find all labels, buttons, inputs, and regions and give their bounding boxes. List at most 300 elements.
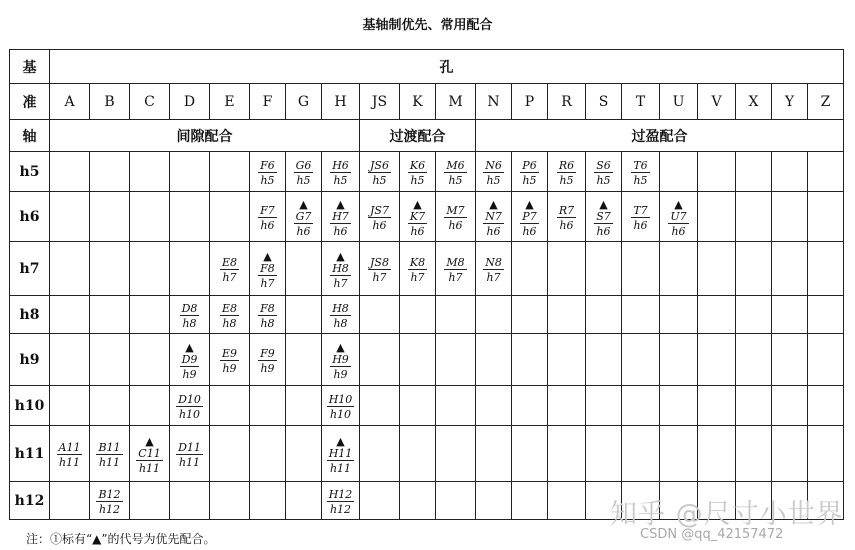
column-letter-b: B <box>90 84 130 120</box>
shaft-tolerance: h5 <box>372 174 387 187</box>
fit-fraction <box>444 257 466 283</box>
fit-cell <box>698 192 736 242</box>
hole-tolerance: F6 <box>260 159 275 172</box>
fit-cell <box>586 386 622 426</box>
fit-cell <box>130 334 170 386</box>
fit-cell <box>698 296 736 334</box>
watermark: 知乎 @尺寸小世界 <box>610 499 844 530</box>
fit-fraction <box>330 303 351 329</box>
fit-fraction <box>408 160 427 186</box>
fit-cell <box>512 192 548 242</box>
shaft-tolerance: h5 <box>410 174 425 187</box>
fit-fraction <box>594 160 613 186</box>
fit-cell <box>736 296 772 334</box>
fit-cell <box>286 386 322 426</box>
column-letter-v: V <box>698 84 736 120</box>
fit-cell <box>250 482 286 520</box>
fit-cell <box>50 334 90 386</box>
shaft-tolerance: h6 <box>671 225 686 238</box>
fit-group-label: 间隙配合 <box>50 120 360 152</box>
column-letter-p: P <box>512 84 548 120</box>
hole-tolerance: E8 <box>221 256 238 269</box>
fit-cell <box>400 426 436 482</box>
fit-fraction <box>57 442 83 468</box>
fit-cell <box>476 386 512 426</box>
shaft-tolerance: h6 <box>559 219 574 232</box>
fit-fraction <box>96 489 122 515</box>
priority-triangle-icon: ▲ <box>336 341 345 354</box>
shaft-tolerance: h6 <box>522 225 537 238</box>
fit-cell <box>322 482 360 520</box>
hole-tolerance: D8 <box>181 302 198 315</box>
corner-label-1: 基 <box>10 50 50 84</box>
fit-cell <box>50 426 90 482</box>
fit-cell <box>512 482 548 520</box>
shaft-label: h7 <box>10 242 50 296</box>
fit-cell <box>90 482 130 520</box>
fit-cell <box>90 242 130 296</box>
shaft-tolerance: h6 <box>372 219 387 232</box>
hole-tolerance: G6 <box>295 159 312 172</box>
priority-triangle-icon: ▲ <box>489 198 498 211</box>
fit-cell <box>476 426 512 482</box>
fit-fraction <box>483 160 504 186</box>
fit-cell <box>322 296 360 334</box>
fit-cell <box>808 426 844 482</box>
fit-cell <box>512 426 548 482</box>
fit-fraction <box>631 160 649 186</box>
shaft-tolerance: h7 <box>333 277 348 290</box>
priority-triangle-icon: ▲ <box>413 198 422 211</box>
hole-tolerance: E9 <box>221 347 238 360</box>
fit-cell <box>622 334 660 386</box>
fit-cell <box>210 296 250 334</box>
fit-cell <box>736 426 772 482</box>
fit-cell <box>772 296 808 334</box>
fit-cell <box>660 386 698 426</box>
priority-triangle-icon: ▲ <box>336 435 345 448</box>
fit-cell <box>90 192 130 242</box>
fit-cell <box>50 242 90 296</box>
fit-fraction <box>258 205 277 231</box>
fit-fraction <box>557 205 576 231</box>
fit-cell <box>772 192 808 242</box>
fit-cell <box>210 482 250 520</box>
fit-cell <box>250 242 286 296</box>
shaft-tolerance: h6 <box>260 219 275 232</box>
shaft-tolerance: h10 <box>329 408 352 421</box>
fit-fraction <box>294 199 314 237</box>
shaft-tolerance: h5 <box>522 174 537 187</box>
fit-cell <box>286 334 322 386</box>
fit-fraction <box>136 436 162 474</box>
fit-cell <box>400 192 436 242</box>
fit-cell <box>360 334 400 386</box>
fit-cell <box>250 296 286 334</box>
fit-cell <box>808 192 844 242</box>
hole-tolerance: F7 <box>260 204 275 217</box>
table-row <box>10 152 844 192</box>
shaft-tolerance: h11 <box>329 462 352 475</box>
fit-cell <box>436 426 476 482</box>
shaft-label: h5 <box>10 152 50 192</box>
fit-cell <box>210 242 250 296</box>
shaft-tolerance: h8 <box>260 317 275 330</box>
fit-cell <box>400 482 436 520</box>
fit-cell <box>210 192 250 242</box>
hole-tolerance: D11 <box>178 441 201 454</box>
shaft-label: h6 <box>10 192 50 242</box>
fit-cell <box>90 386 130 426</box>
page-title: 基轴制优先、常用配合 <box>362 18 493 33</box>
table-row <box>10 334 844 386</box>
fit-cell <box>322 334 360 386</box>
hole-tolerance: N6 <box>485 159 502 172</box>
fit-fraction <box>258 348 277 374</box>
shaft-tolerance: h6 <box>596 225 611 238</box>
fit-cell <box>322 242 360 296</box>
fit-cell <box>170 386 210 426</box>
fit-cell <box>286 296 322 334</box>
shaft-tolerance: h11 <box>178 456 201 469</box>
fit-cell <box>50 192 90 242</box>
fit-cell <box>360 192 400 242</box>
column-letter-g: G <box>286 84 322 120</box>
fit-cell <box>322 192 360 242</box>
column-letter-h: H <box>322 84 360 120</box>
hole-tolerance: H8 <box>332 262 349 275</box>
fit-cell <box>548 242 586 296</box>
shaft-tolerance: h7 <box>372 271 387 284</box>
fit-cell <box>476 482 512 520</box>
shaft-tolerance: h5 <box>448 174 463 187</box>
fit-fraction <box>180 342 200 380</box>
shaft-tolerance: h11 <box>58 456 81 469</box>
fit-cell <box>286 242 322 296</box>
fit-cell <box>736 334 772 386</box>
shaft-tolerance: h11 <box>98 456 121 469</box>
fit-cell <box>130 192 170 242</box>
fit-fraction <box>520 199 538 237</box>
hole-tolerance: T7 <box>633 204 648 217</box>
fit-cell <box>50 296 90 334</box>
column-letter-r: R <box>548 84 586 120</box>
priority-triangle-icon: ▲ <box>674 198 683 211</box>
fit-cell <box>130 296 170 334</box>
fit-cell <box>772 242 808 296</box>
fit-cell <box>50 482 90 520</box>
column-letter-c: C <box>130 84 170 120</box>
fit-cell <box>90 296 130 334</box>
hole-tolerance: H10 <box>328 393 353 406</box>
hole-tolerance: N7 <box>485 210 502 223</box>
fit-cell <box>622 386 660 426</box>
fit-cell <box>50 152 90 192</box>
hole-header: 孔 <box>50 50 844 84</box>
fit-cell <box>436 482 476 520</box>
column-letter-a: A <box>50 84 90 120</box>
shaft-tolerance: h5 <box>260 174 275 187</box>
fit-cell <box>436 296 476 334</box>
hole-tolerance: F9 <box>260 347 275 360</box>
fit-cell <box>808 334 844 386</box>
hole-tolerance: R7 <box>558 204 575 217</box>
fit-cell <box>170 242 210 296</box>
fit-cell <box>586 192 622 242</box>
column-letter-m: M <box>436 84 476 120</box>
hole-tolerance: R6 <box>558 159 575 172</box>
fit-cell <box>360 386 400 426</box>
fit-cell <box>476 334 512 386</box>
column-letter-k: K <box>400 84 436 120</box>
priority-triangle-icon: ▲ <box>599 198 608 211</box>
hole-tolerance: G7 <box>295 210 312 223</box>
priority-triangle-icon: ▲ <box>263 250 272 263</box>
shaft-tolerance: h6 <box>333 225 348 238</box>
shaft-label: h9 <box>10 334 50 386</box>
fit-cell <box>50 386 90 426</box>
fit-cell <box>170 426 210 482</box>
shaft-tolerance: h6 <box>296 225 311 238</box>
fit-cell <box>808 152 844 192</box>
column-letter-u: U <box>660 84 698 120</box>
table-row <box>10 242 844 296</box>
fit-fraction <box>327 436 355 474</box>
shaft-label: h10 <box>10 386 50 426</box>
fit-fraction <box>220 303 239 329</box>
shaft-tolerance: h9 <box>333 368 348 381</box>
shaft-tolerance: h12 <box>329 503 352 516</box>
hole-tolerance: S6 <box>596 159 611 172</box>
fit-fraction <box>368 205 391 231</box>
fit-cell <box>808 386 844 426</box>
fit-cell <box>436 192 476 242</box>
fit-fraction <box>330 160 351 186</box>
fit-fraction <box>594 199 613 237</box>
hole-tolerance: H11 <box>328 447 353 460</box>
fit-cell <box>698 426 736 482</box>
fit-fraction <box>668 199 688 237</box>
fit-cell <box>322 426 360 482</box>
fit-cell <box>476 152 512 192</box>
hole-tolerance: T6 <box>633 159 648 172</box>
fit-cell <box>130 242 170 296</box>
fit-fraction <box>180 303 200 329</box>
fit-cell <box>622 192 660 242</box>
fit-cell <box>250 386 286 426</box>
hole-tolerance: D10 <box>178 393 201 406</box>
fit-cell <box>622 426 660 482</box>
hole-tolerance: B12 <box>98 488 121 501</box>
fit-cell <box>622 152 660 192</box>
fit-cell <box>660 242 698 296</box>
hole-tolerance: JS8 <box>370 256 389 269</box>
shaft-label: h12 <box>10 482 50 520</box>
corner-label-2: 准 <box>10 84 50 120</box>
column-letter-d: D <box>170 84 210 120</box>
fit-cell <box>772 386 808 426</box>
fit-cell <box>736 152 772 192</box>
column-letter-y: Y <box>772 84 808 120</box>
shaft-tolerance: h9 <box>222 362 237 375</box>
fit-cell <box>548 152 586 192</box>
shaft-tolerance: h5 <box>596 174 611 187</box>
priority-triangle-icon: ▲ <box>185 341 194 354</box>
fit-cell <box>548 482 586 520</box>
hole-tolerance: M7 <box>446 204 465 217</box>
fit-fraction <box>96 442 122 468</box>
hole-tolerance: A11 <box>58 441 81 454</box>
fit-cell <box>170 334 210 386</box>
fit-cell <box>660 426 698 482</box>
hole-tolerance: P7 <box>522 210 537 223</box>
fit-cell <box>360 242 400 296</box>
fit-cell <box>210 152 250 192</box>
fit-cell <box>548 192 586 242</box>
shaft-tolerance: h5 <box>333 174 348 187</box>
fit-fraction <box>294 160 314 186</box>
fit-fraction <box>444 160 466 186</box>
fit-cell <box>698 334 736 386</box>
hole-tolerance: E8 <box>221 302 238 315</box>
corner-label-3: 轴 <box>10 120 50 152</box>
shaft-tolerance: h5 <box>486 174 501 187</box>
fit-cell <box>476 242 512 296</box>
fit-cell <box>698 242 736 296</box>
hole-tolerance: K6 <box>409 159 426 172</box>
fit-fraction <box>483 199 504 237</box>
column-letter-js: JS <box>360 84 400 120</box>
fit-cell <box>512 152 548 192</box>
fit-fraction <box>258 303 277 329</box>
fit-cell <box>130 482 170 520</box>
hole-tolerance: M8 <box>446 256 465 269</box>
shaft-tolerance: h6 <box>486 225 501 238</box>
column-letter-e: E <box>210 84 250 120</box>
hole-tolerance: M6 <box>446 159 465 172</box>
shaft-tolerance: h12 <box>98 503 121 516</box>
shaft-tolerance: h7 <box>222 271 237 284</box>
fit-cell <box>698 152 736 192</box>
column-letter-z: Z <box>808 84 844 120</box>
priority-triangle-icon: ▲ <box>145 435 154 448</box>
fit-cell <box>736 386 772 426</box>
fit-fraction <box>220 348 239 374</box>
fit-cell <box>210 426 250 482</box>
fit-cell <box>400 152 436 192</box>
shaft-tolerance: h9 <box>260 362 275 375</box>
fit-cell <box>170 482 210 520</box>
priority-triangle-icon: ▲ <box>299 198 308 211</box>
fit-cell <box>90 152 130 192</box>
fit-cell <box>548 334 586 386</box>
hole-tolerance: JS7 <box>370 204 389 217</box>
table-row <box>10 386 844 426</box>
fit-cell <box>250 192 286 242</box>
fit-cell <box>586 296 622 334</box>
shaft-tolerance: h5 <box>559 174 574 187</box>
table-row <box>10 192 844 242</box>
shaft-tolerance: h7 <box>486 271 501 284</box>
shaft-tolerance: h6 <box>633 219 648 232</box>
footnote: 注：①标有“▲”的代号为优先配合。 <box>26 532 216 546</box>
fit-table <box>9 49 844 520</box>
fit-cell <box>660 296 698 334</box>
fit-cell <box>90 334 130 386</box>
fit-fraction <box>520 160 538 186</box>
shaft-tolerance: h7 <box>410 271 425 284</box>
fit-cell <box>476 192 512 242</box>
table-row <box>10 296 844 334</box>
column-letter-x: X <box>736 84 772 120</box>
fit-fraction <box>557 160 576 186</box>
fit-fraction <box>258 160 277 186</box>
fit-cell <box>400 242 436 296</box>
fit-cell <box>322 386 360 426</box>
fit-cell <box>360 426 400 482</box>
fit-cell <box>808 242 844 296</box>
fit-fraction <box>330 251 351 289</box>
column-letter-f: F <box>250 84 286 120</box>
shaft-tolerance: h5 <box>296 174 311 187</box>
hole-tolerance: C11 <box>138 447 161 460</box>
fit-fraction <box>330 199 351 237</box>
fit-cell <box>512 334 548 386</box>
hole-tolerance: B11 <box>98 441 121 454</box>
shaft-tolerance: h6 <box>448 219 463 232</box>
fit-cell <box>660 334 698 386</box>
fit-fraction <box>631 205 649 231</box>
hole-tolerance: S7 <box>596 210 611 223</box>
hole-tolerance: U7 <box>670 210 687 223</box>
fit-cell <box>322 152 360 192</box>
fit-cell <box>436 386 476 426</box>
fit-cell <box>250 334 286 386</box>
fit-cell <box>548 386 586 426</box>
fit-cell <box>772 334 808 386</box>
fit-group-label: 过渡配合 <box>360 120 476 152</box>
fit-fraction <box>220 257 239 283</box>
hole-tolerance: F8 <box>260 262 275 275</box>
fit-fraction <box>408 199 427 237</box>
priority-triangle-icon: ▲ <box>525 198 534 211</box>
fit-cell <box>622 242 660 296</box>
fit-fraction <box>368 257 391 283</box>
hole-tolerance: P6 <box>522 159 537 172</box>
column-letter-t: T <box>622 84 660 120</box>
fit-cell <box>736 192 772 242</box>
fit-cell <box>90 426 130 482</box>
fit-cell <box>130 152 170 192</box>
fit-fraction <box>444 205 466 231</box>
fit-cell <box>548 296 586 334</box>
fit-cell <box>512 242 548 296</box>
fit-cell <box>660 152 698 192</box>
hole-tolerance: H12 <box>328 488 353 501</box>
column-letter-s: S <box>586 84 622 120</box>
fit-cell <box>400 334 436 386</box>
shaft-label: h8 <box>10 296 50 334</box>
shaft-tolerance: h7 <box>448 271 463 284</box>
fit-cell <box>286 482 322 520</box>
fit-cell <box>400 386 436 426</box>
fit-cell <box>772 426 808 482</box>
fit-cell <box>512 296 548 334</box>
fit-cell <box>808 296 844 334</box>
fit-cell <box>736 242 772 296</box>
fit-cell <box>210 386 250 426</box>
fit-cell <box>130 426 170 482</box>
